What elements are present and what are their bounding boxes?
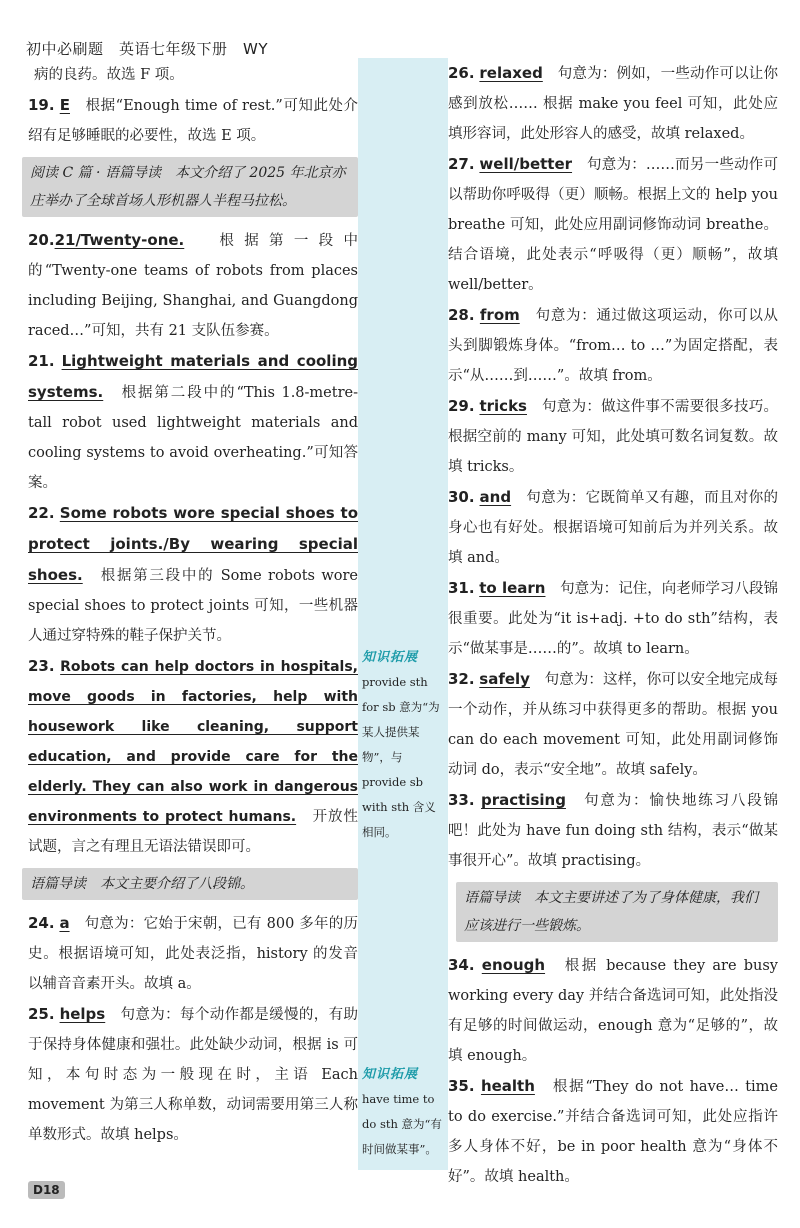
q-num: 34. <box>448 956 475 974</box>
right-column <box>448 58 778 1192</box>
q-explain: 根据第一段中的“Twenty-one teams of robots from places including Beijing, Shanghai, and Guangdong raced…”可知，共有 21 支队伍参赛。 <box>28 233 359 339</box>
q-ans: Robots can help doctors in hospitals, move goods in factories, help with housework like cleaning, support education, and provide care for the elderly. They can also work in dangerous environments to protect humans. <box>28 659 358 825</box>
q-ans: from <box>479 306 520 324</box>
q-explain: 句意为：例如，一些动作可以让你感到放松…… 根据 make you feel 可知，此处应填形容词，此处形容人的感受，故填 relaxed。 <box>448 66 779 142</box>
q-ans: safely <box>479 670 530 688</box>
side-strip <box>358 58 448 1170</box>
answer-26 <box>448 58 778 149</box>
guide-box-c: 阅读 C 篇 · 语篇导读 本文介绍了 2025 年北京亦庄举办了全球首场人形机器人半程马拉松。 <box>22 157 358 217</box>
q-num: 28. <box>448 306 475 324</box>
q-explain: 句意为：它既简单又有趣，而且对你的身心也有好处。根据语境可知前后为并列关系。故填 and。 <box>448 490 779 566</box>
note-title: 知识拓展 <box>362 650 419 665</box>
left-column <box>28 60 358 1150</box>
q-explain: 开放性试题，言之有理且无语法错误即可。 <box>28 809 359 855</box>
answer-21 <box>28 346 358 498</box>
continuation-text: 病的良药。故选 F 项。 <box>34 67 184 83</box>
knowledge-note-1 <box>362 645 446 845</box>
answer-25 <box>28 999 358 1150</box>
q-num: 30. <box>448 488 475 506</box>
q-num: 20. <box>28 231 55 249</box>
q-explain: 根据 because they are busy working every day 并结合备选词可知，此处指没有足够的时间做运动，enough 意为“足够的”，故填 enough。 <box>448 958 779 1064</box>
q-num: 33. <box>448 791 475 809</box>
q-num: 32. <box>448 670 475 688</box>
q-explain: 句意为：做这件事不需要很多技巧。根据空前的 many 可知，此处填可数名词复数。故填 tricks。 <box>448 399 779 475</box>
q-num: 27. <box>448 155 475 173</box>
note-text: have time to do sth 意为“有时间做某事”。 <box>362 1092 442 1156</box>
q-ans: 21/Twenty-one. <box>54 231 185 249</box>
q-explain: 根据“They do not have… time to do exercise.”并结合备选词可知，此处应指许多人身体不好，be in poor health 意为“身体不好”。故填 health。 <box>448 1079 778 1185</box>
q-explain: 根据第二段中的“This 1.8-metre-tall robot used lightweight materials and cooling systems to avoid overheating.”可知答案。 <box>28 385 359 491</box>
q-ans: E <box>59 96 70 114</box>
answer-29 <box>448 391 778 482</box>
answer-31 <box>448 573 778 664</box>
q-num: 24. <box>28 914 55 932</box>
q-ans: and <box>479 488 512 506</box>
q-num: 23. <box>28 657 55 675</box>
note-text: provide sth for sb 意为“为某人提供某物”，与 provide sb with sth 含义相同。 <box>362 675 440 839</box>
answer-30 <box>448 482 778 573</box>
q-explain: 句意为：每个动作都是缓慢的，有助于保持身体健康和强壮。此处缺少动词，根据 is 可知，本句时态为一般现在时，主语 Each movement 为第三人称单数，动词需要用第三人称单数形式。故填 helps。 <box>28 1007 359 1143</box>
answer-35 <box>448 1071 778 1192</box>
q-ans: health <box>480 1077 535 1095</box>
answer-34 <box>448 950 778 1071</box>
q-ans: practising <box>481 791 566 809</box>
q-ans: Some robots wore special shoes to protect joints./By wearing special shoes. <box>28 504 359 584</box>
q-ans: Lightweight materials and cooling systems. <box>28 352 359 401</box>
page-number: D18 <box>28 1181 65 1199</box>
q-explain: 根据第三段中的 Some robots wore special shoes to protect joints 可知，一些机器人通过穿特殊的鞋子保护关节。 <box>28 568 359 644</box>
answer-24 <box>28 908 358 999</box>
q-ans: enough <box>481 956 546 974</box>
answer-27 <box>448 149 778 300</box>
q-ans: well/better <box>479 155 573 173</box>
q-explain: 根据“Enough time of rest.”可知此处介绍有足够睡眠的必要性，故选 E 项。 <box>28 98 359 144</box>
q-num: 25. <box>28 1005 55 1023</box>
answer-28 <box>448 300 778 391</box>
answer-23 <box>28 651 358 862</box>
q-ans: relaxed <box>479 64 543 82</box>
q-num: 22. <box>28 504 55 522</box>
q-ans: to learn <box>479 579 546 597</box>
q-explain: 句意为：这样，你可以安全地完成每一个动作，并从练习中获得更多的帮助。根据 you can do each movement 可知，此处用副词修饰动词 do，表示“安全地”。故填 safely。 <box>448 672 779 778</box>
q-ans: tricks <box>479 397 527 415</box>
answer-32 <box>448 664 778 785</box>
page-header: 初中必刷题 英语七年级下册 WY <box>26 40 268 58</box>
answer-33 <box>448 785 778 876</box>
q-num: 19. <box>28 96 55 114</box>
knowledge-note-2 <box>362 1062 446 1162</box>
q-explain: 句意为：通过做这项运动，你可以从头到脚锻炼身体。“from… to …”为固定搭配，表示“从……到……”。故填 from。 <box>448 308 779 384</box>
q-num: 31. <box>448 579 475 597</box>
q-num: 26. <box>448 64 475 82</box>
answer-22 <box>28 498 358 651</box>
note-title: 知识拓展 <box>362 1067 419 1082</box>
q-explain: 句意为：……而另一些动作可以帮助你呼吸得（更）顺畅。根据上文的 help you breathe 可知，此处应用副词修饰动词 breathe。结合语境，此处表示“呼吸得（更）顺畅”，故填 well/better。 <box>448 157 779 293</box>
q-explain: 句意为：愉快地练习八段锦吧！此处为 have fun doing sth 结构，表示“做某事很开心”。故填 practising。 <box>448 793 779 869</box>
q-explain: 句意为：它始于宋朝，已有 800 多年的历史。根据语境可知，此处表泛指，history 的发音以辅音音素开头。故填 a。 <box>28 916 358 992</box>
q-num: 29. <box>448 397 475 415</box>
q-num: 35. <box>448 1077 475 1095</box>
q-num: 21. <box>28 352 55 370</box>
q-ans: a <box>59 914 70 932</box>
q-explain: 句意为：记住，向老师学习八段锦很重要。此处为“it is+adj. +to do sth”结构，表示“做某事是……的”。故填 to learn。 <box>448 581 779 657</box>
answer-19 <box>28 90 358 151</box>
q-ans: helps <box>59 1005 106 1023</box>
guide-box-e: 语篇导读 本文主要讲述了为了身体健康，我们应该进行一些锻炼。 <box>456 882 778 942</box>
answer-20 <box>28 225 358 346</box>
guide-box-d: 语篇导读 本文主要介绍了八段锦。 <box>22 868 358 900</box>
